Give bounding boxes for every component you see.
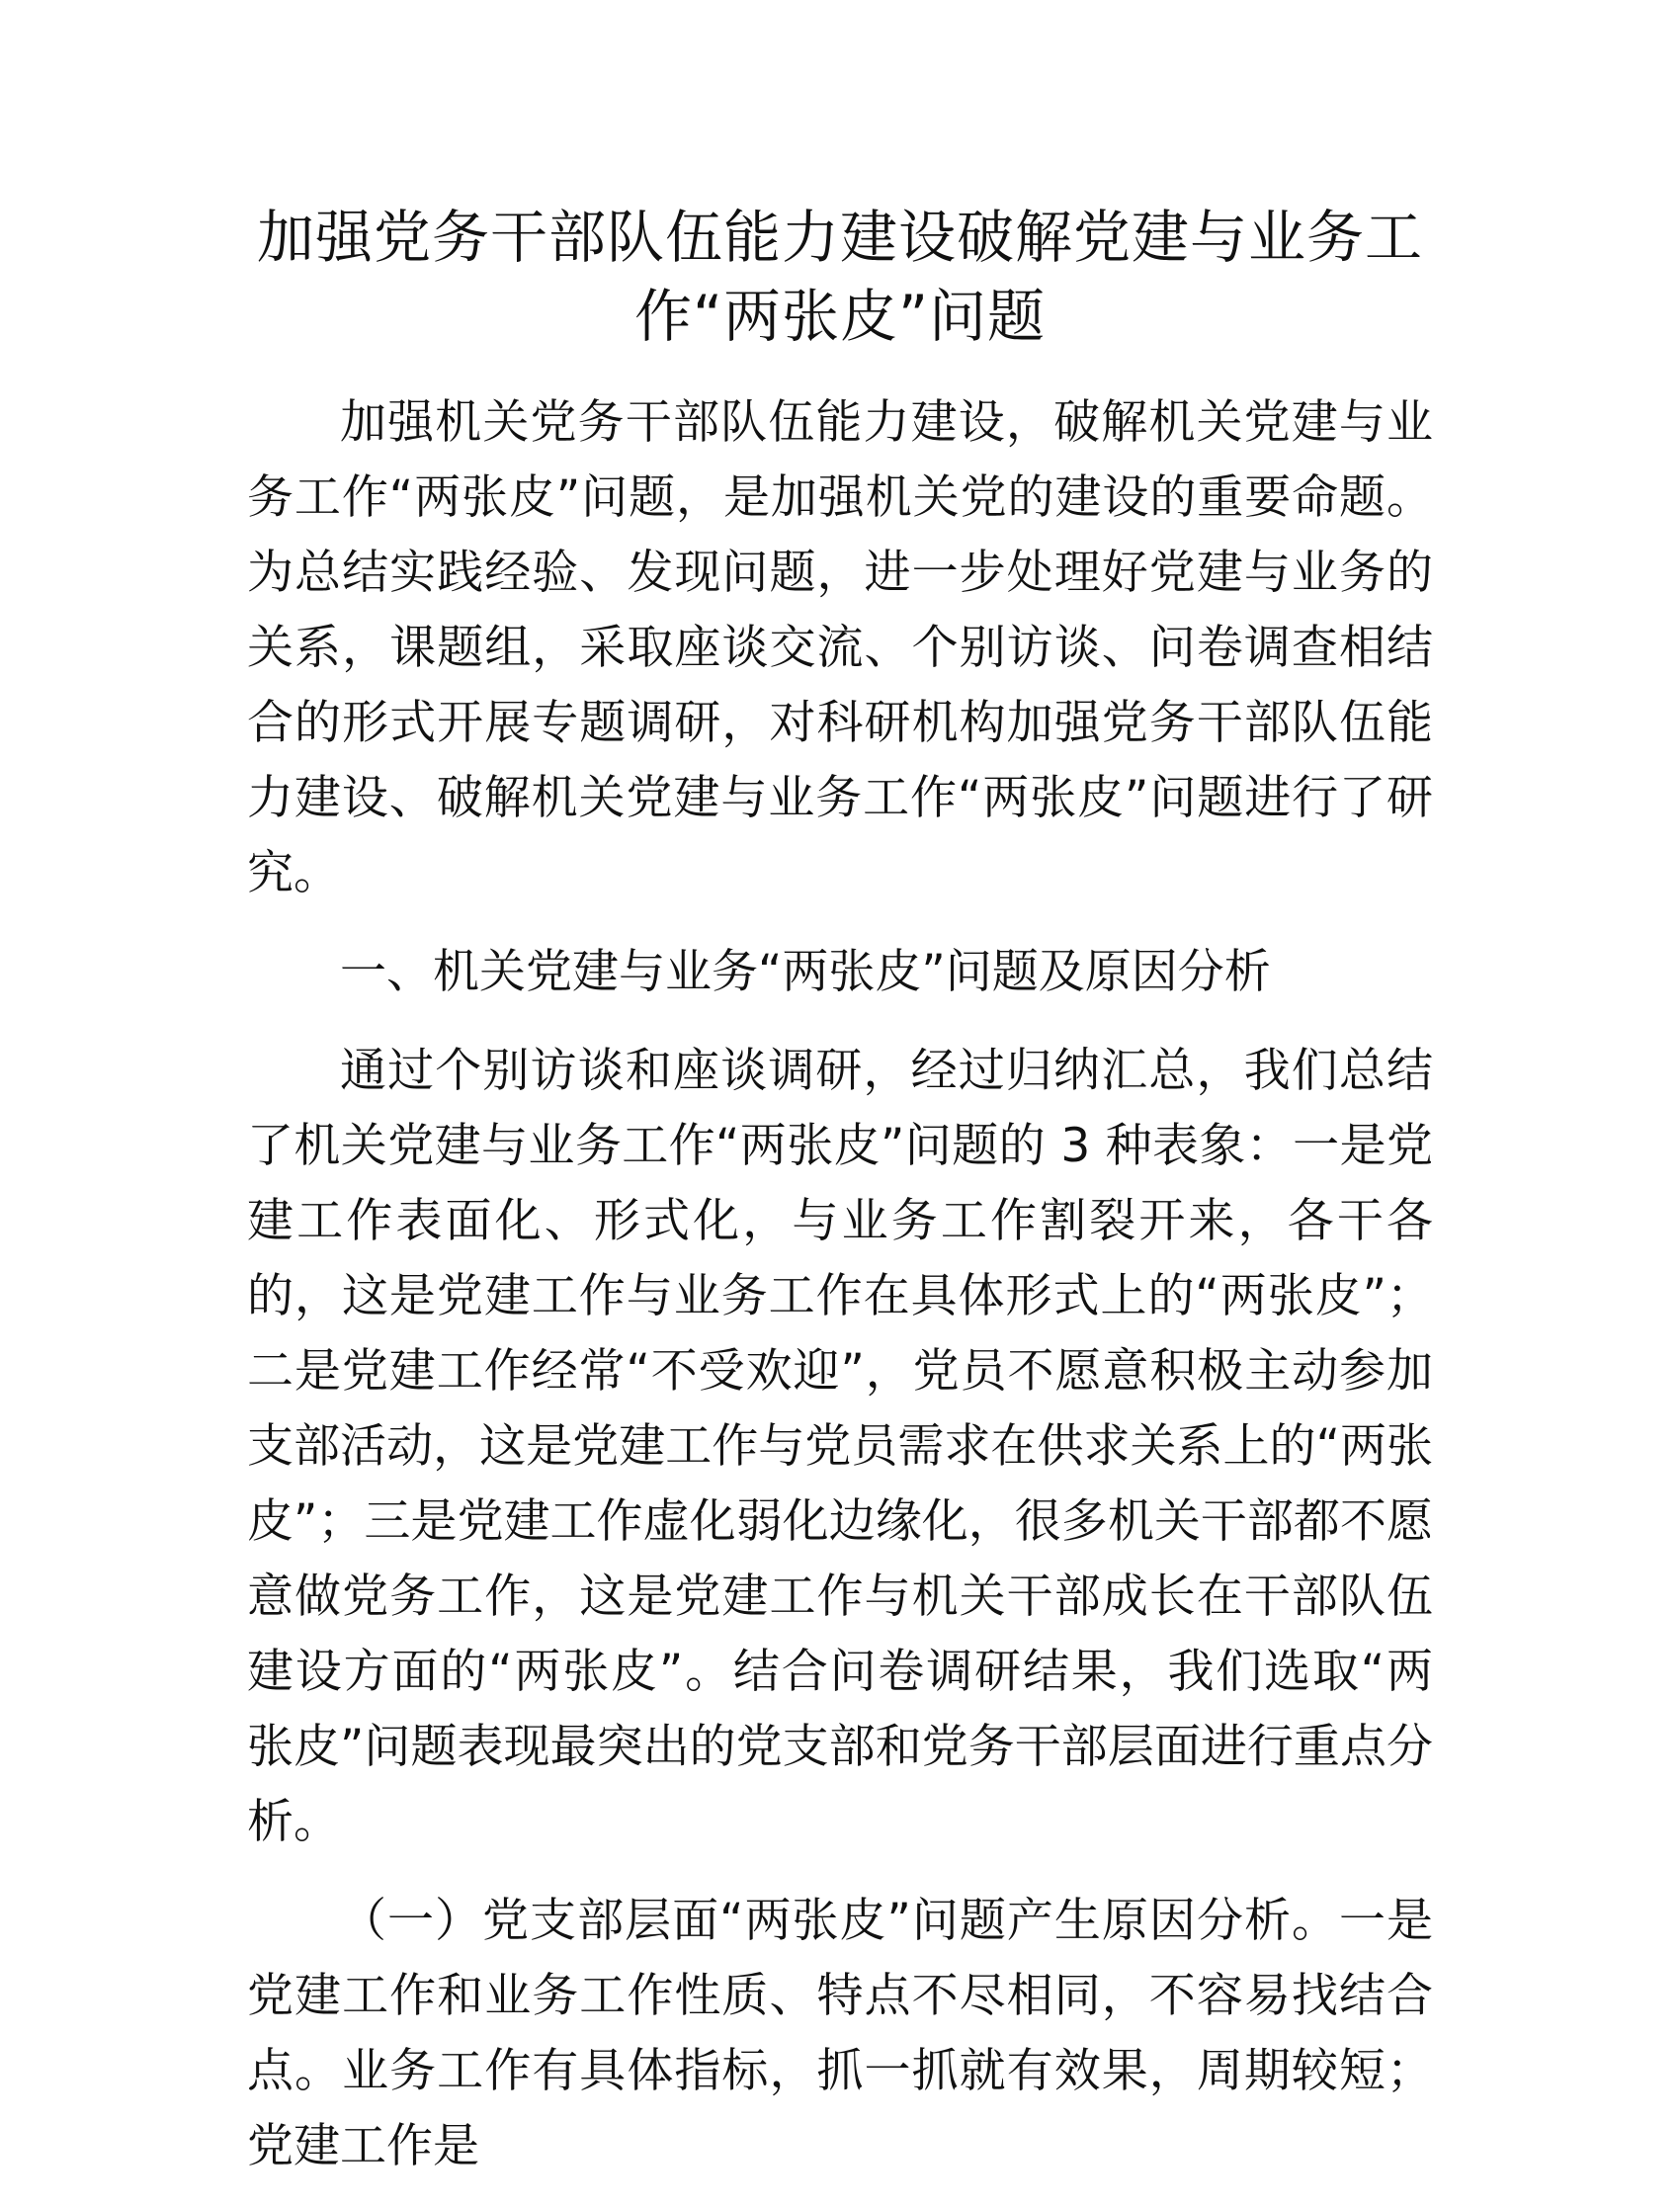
document-body <box>247 385 1433 2208</box>
document-title: 加强党务干部队伍能力建设破解党建与业务工作“两张皮”问题 <box>256 204 1423 350</box>
analysis-paragraph: 通过个别访谈和座谈调研，经过归纳汇总，我们总结了机关党建与业务工作“两张皮”问题的 3 种表象：一是党建工作表面化、形式化，与业务工作割裂开来，各干各的，这是党建工作与业务工作在具体形式上的“两张皮”；二是党建工作经常“不受欢迎”，党员不愿意积极主动参加支部活动，这是党建工作与党员需求在供求关系上的“两张皮”；三是党建工作虚化弱化边缘化，很多机关干部都不愿意做党务工作，这是党建工作与机关干部成长在干部队伍建设方面的“两张皮”。结合问卷调研结果，我们选取“两张皮”问题表现最突出的党支部和党务干部层面进行重点分析。 <box>247 1044 1433 1849</box>
intro-paragraph: 加强机关党务干部队伍能力建设，破解机关党建与业务工作“两张皮”问题，是加强机关党的建设的重要命题。为总结实践经验、发现问题，进一步处理好党建与业务的关系，课题组，采取座谈交流、个别访谈、问卷调查相结合的形式开展专题调研，对科研机构加强党务干部队伍能力建设、破解机关党建与业务工作“两张皮”问题进行了研究。 <box>247 395 1433 900</box>
subsection-paragraph: （一）党支部层面“两张皮”问题产生原因分析。一是党建工作和业务工作性质、特点不尽相同，不容易找结合点。业务工作有具体指标，抓一抓就有效果，周期较短；党建工作是 <box>247 1894 1433 2173</box>
section-heading: 一、机关党建与业务“两张皮”问题及原因分析 <box>340 945 1271 999</box>
